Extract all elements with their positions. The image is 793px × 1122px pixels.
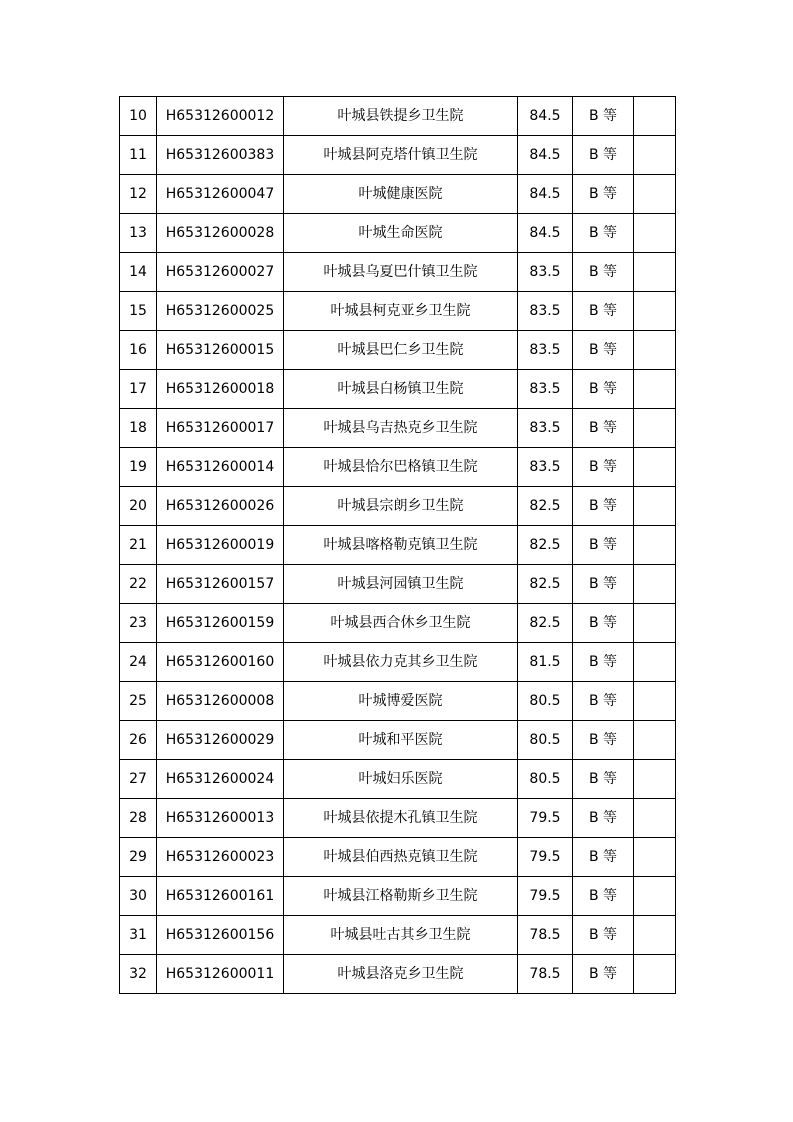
institution-code-cell: H65312600028 bbox=[157, 214, 284, 253]
institution-name-cell: 叶城县西合休乡卫生院 bbox=[284, 604, 518, 643]
table-row bbox=[120, 916, 676, 955]
score-cell: 79.5 bbox=[518, 877, 573, 916]
grade-cell: B 等 bbox=[573, 292, 634, 331]
row-number-cell: 28 bbox=[120, 799, 157, 838]
row-number-cell: 24 bbox=[120, 643, 157, 682]
institution-name-cell: 叶城县吐古其乡卫生院 bbox=[284, 916, 518, 955]
note-cell bbox=[634, 214, 676, 253]
institution-code-cell: H65312600023 bbox=[157, 838, 284, 877]
grade-cell: B 等 bbox=[573, 799, 634, 838]
grade-cell: B 等 bbox=[573, 214, 634, 253]
row-number-cell: 14 bbox=[120, 253, 157, 292]
score-cell: 83.5 bbox=[518, 370, 573, 409]
note-cell bbox=[634, 331, 676, 370]
institution-code-cell: H65312600019 bbox=[157, 526, 284, 565]
table-row bbox=[120, 136, 676, 175]
table-row bbox=[120, 799, 676, 838]
note-cell bbox=[634, 721, 676, 760]
institution-name-cell: 叶城生命医院 bbox=[284, 214, 518, 253]
institution-code-cell: H65312600011 bbox=[157, 955, 284, 994]
grade-cell: B 等 bbox=[573, 955, 634, 994]
institution-name-cell: 叶城县宗朗乡卫生院 bbox=[284, 487, 518, 526]
grade-cell: B 等 bbox=[573, 175, 634, 214]
table-row bbox=[120, 487, 676, 526]
grade-cell: B 等 bbox=[573, 409, 634, 448]
row-number-cell: 31 bbox=[120, 916, 157, 955]
row-number-cell: 16 bbox=[120, 331, 157, 370]
institution-code-cell: H65312600017 bbox=[157, 409, 284, 448]
score-cell: 79.5 bbox=[518, 799, 573, 838]
ranking-table bbox=[119, 96, 676, 994]
table-row bbox=[120, 877, 676, 916]
institution-code-cell: H65312600383 bbox=[157, 136, 284, 175]
row-number-cell: 20 bbox=[120, 487, 157, 526]
table-row bbox=[120, 370, 676, 409]
table-row bbox=[120, 214, 676, 253]
note-cell bbox=[634, 448, 676, 487]
institution-code-cell: H65312600047 bbox=[157, 175, 284, 214]
institution-code-cell: H65312600026 bbox=[157, 487, 284, 526]
score-cell: 83.5 bbox=[518, 331, 573, 370]
grade-cell: B 等 bbox=[573, 136, 634, 175]
grade-cell: B 等 bbox=[573, 448, 634, 487]
row-number-cell: 21 bbox=[120, 526, 157, 565]
grade-cell: B 等 bbox=[573, 721, 634, 760]
table-body bbox=[120, 97, 676, 994]
table-row bbox=[120, 175, 676, 214]
institution-name-cell: 叶城县柯克亚乡卫生院 bbox=[284, 292, 518, 331]
note-cell bbox=[634, 487, 676, 526]
grade-cell: B 等 bbox=[573, 331, 634, 370]
row-number-cell: 26 bbox=[120, 721, 157, 760]
institution-name-cell: 叶城县河园镇卫生院 bbox=[284, 565, 518, 604]
institution-code-cell: H65312600160 bbox=[157, 643, 284, 682]
row-number-cell: 27 bbox=[120, 760, 157, 799]
score-cell: 80.5 bbox=[518, 721, 573, 760]
score-cell: 81.5 bbox=[518, 643, 573, 682]
institution-code-cell: H65312600159 bbox=[157, 604, 284, 643]
note-cell bbox=[634, 760, 676, 799]
institution-code-cell: H65312600027 bbox=[157, 253, 284, 292]
row-number-cell: 19 bbox=[120, 448, 157, 487]
table-row bbox=[120, 253, 676, 292]
score-cell: 83.5 bbox=[518, 292, 573, 331]
row-number-cell: 13 bbox=[120, 214, 157, 253]
institution-name-cell: 叶城健康医院 bbox=[284, 175, 518, 214]
note-cell bbox=[634, 526, 676, 565]
score-cell: 78.5 bbox=[518, 916, 573, 955]
institution-name-cell: 叶城县江格勒斯乡卫生院 bbox=[284, 877, 518, 916]
institution-code-cell: H65312600012 bbox=[157, 97, 284, 136]
note-cell bbox=[634, 409, 676, 448]
note-cell bbox=[634, 136, 676, 175]
score-cell: 82.5 bbox=[518, 565, 573, 604]
table-row bbox=[120, 682, 676, 721]
row-number-cell: 32 bbox=[120, 955, 157, 994]
note-cell bbox=[634, 643, 676, 682]
institution-code-cell: H65312600029 bbox=[157, 721, 284, 760]
grade-cell: B 等 bbox=[573, 682, 634, 721]
institution-name-cell: 叶城县依力克其乡卫生院 bbox=[284, 643, 518, 682]
note-cell bbox=[634, 253, 676, 292]
institution-code-cell: H65312600157 bbox=[157, 565, 284, 604]
institution-name-cell: 叶城县巴仁乡卫生院 bbox=[284, 331, 518, 370]
score-cell: 79.5 bbox=[518, 838, 573, 877]
grade-cell: B 等 bbox=[573, 877, 634, 916]
institution-name-cell: 叶城县喀格勒克镇卫生院 bbox=[284, 526, 518, 565]
row-number-cell: 22 bbox=[120, 565, 157, 604]
table-row bbox=[120, 526, 676, 565]
institution-code-cell: H65312600018 bbox=[157, 370, 284, 409]
note-cell bbox=[634, 799, 676, 838]
score-cell: 82.5 bbox=[518, 526, 573, 565]
row-number-cell: 15 bbox=[120, 292, 157, 331]
institution-name-cell: 叶城县恰尔巴格镇卫生院 bbox=[284, 448, 518, 487]
table-row bbox=[120, 955, 676, 994]
institution-code-cell: H65312600014 bbox=[157, 448, 284, 487]
institution-name-cell: 叶城县白杨镇卫生院 bbox=[284, 370, 518, 409]
note-cell bbox=[634, 175, 676, 214]
institution-name-cell: 叶城县伯西热克镇卫生院 bbox=[284, 838, 518, 877]
row-number-cell: 18 bbox=[120, 409, 157, 448]
score-cell: 84.5 bbox=[518, 97, 573, 136]
grade-cell: B 等 bbox=[573, 253, 634, 292]
table-row bbox=[120, 604, 676, 643]
row-number-cell: 23 bbox=[120, 604, 157, 643]
row-number-cell: 17 bbox=[120, 370, 157, 409]
institution-code-cell: H65312600008 bbox=[157, 682, 284, 721]
grade-cell: B 等 bbox=[573, 916, 634, 955]
note-cell bbox=[634, 955, 676, 994]
table-row bbox=[120, 760, 676, 799]
note-cell bbox=[634, 604, 676, 643]
institution-name-cell: 叶城县依提木孔镇卫生院 bbox=[284, 799, 518, 838]
institution-name-cell: 叶城县阿克塔什镇卫生院 bbox=[284, 136, 518, 175]
score-cell: 84.5 bbox=[518, 175, 573, 214]
grade-cell: B 等 bbox=[573, 487, 634, 526]
row-number-cell: 29 bbox=[120, 838, 157, 877]
row-number-cell: 25 bbox=[120, 682, 157, 721]
grade-cell: B 等 bbox=[573, 526, 634, 565]
grade-cell: B 等 bbox=[573, 643, 634, 682]
note-cell bbox=[634, 97, 676, 136]
row-number-cell: 11 bbox=[120, 136, 157, 175]
table-row bbox=[120, 331, 676, 370]
note-cell bbox=[634, 565, 676, 604]
grade-cell: B 等 bbox=[573, 604, 634, 643]
institution-name-cell: 叶城和平医院 bbox=[284, 721, 518, 760]
score-cell: 82.5 bbox=[518, 604, 573, 643]
note-cell bbox=[634, 916, 676, 955]
grade-cell: B 等 bbox=[573, 838, 634, 877]
row-number-cell: 12 bbox=[120, 175, 157, 214]
institution-name-cell: 叶城县乌吉热克乡卫生院 bbox=[284, 409, 518, 448]
score-cell: 84.5 bbox=[518, 214, 573, 253]
score-cell: 83.5 bbox=[518, 448, 573, 487]
note-cell bbox=[634, 370, 676, 409]
table-row bbox=[120, 292, 676, 331]
institution-name-cell: 叶城县乌夏巴什镇卫生院 bbox=[284, 253, 518, 292]
row-number-cell: 10 bbox=[120, 97, 157, 136]
grade-cell: B 等 bbox=[573, 760, 634, 799]
institution-code-cell: H65312600161 bbox=[157, 877, 284, 916]
table-row bbox=[120, 448, 676, 487]
note-cell bbox=[634, 838, 676, 877]
note-cell bbox=[634, 292, 676, 331]
note-cell bbox=[634, 877, 676, 916]
institution-code-cell: H65312600156 bbox=[157, 916, 284, 955]
table-row bbox=[120, 565, 676, 604]
grade-cell: B 等 bbox=[573, 565, 634, 604]
grade-cell: B 等 bbox=[573, 97, 634, 136]
table-row bbox=[120, 97, 676, 136]
table-row bbox=[120, 409, 676, 448]
score-cell: 83.5 bbox=[518, 253, 573, 292]
table-row bbox=[120, 838, 676, 877]
score-cell: 82.5 bbox=[518, 487, 573, 526]
score-cell: 80.5 bbox=[518, 760, 573, 799]
score-cell: 78.5 bbox=[518, 955, 573, 994]
institution-name-cell: 叶城博爱医院 bbox=[284, 682, 518, 721]
table-row bbox=[120, 721, 676, 760]
institution-code-cell: H65312600013 bbox=[157, 799, 284, 838]
institution-name-cell: 叶城县铁提乡卫生院 bbox=[284, 97, 518, 136]
score-cell: 80.5 bbox=[518, 682, 573, 721]
institution-name-cell: 叶城县洛克乡卫生院 bbox=[284, 955, 518, 994]
note-cell bbox=[634, 682, 676, 721]
row-number-cell: 30 bbox=[120, 877, 157, 916]
institution-code-cell: H65312600024 bbox=[157, 760, 284, 799]
grade-cell: B 等 bbox=[573, 370, 634, 409]
score-cell: 83.5 bbox=[518, 409, 573, 448]
table-row bbox=[120, 643, 676, 682]
institution-code-cell: H65312600015 bbox=[157, 331, 284, 370]
institution-name-cell: 叶城妇乐医院 bbox=[284, 760, 518, 799]
score-cell: 84.5 bbox=[518, 136, 573, 175]
institution-code-cell: H65312600025 bbox=[157, 292, 284, 331]
